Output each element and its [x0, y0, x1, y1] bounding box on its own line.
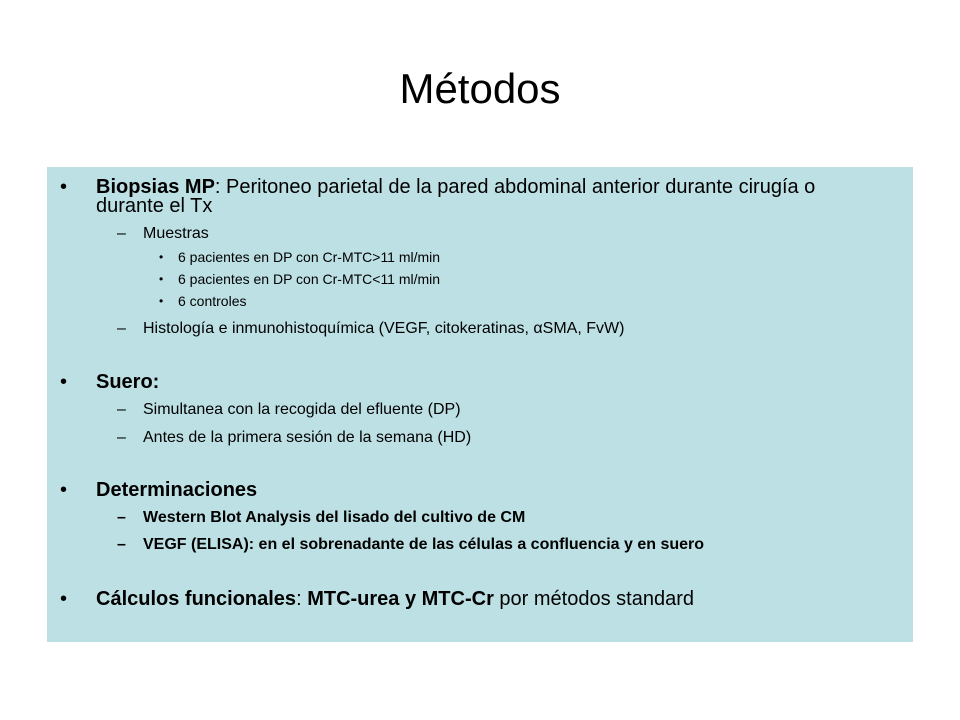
biopsias-description: : Peritoneo parietal de la pared abdominal anterior durante cirugía o durante el Tx — [96, 176, 816, 217]
bullet-marker: • — [159, 250, 164, 264]
sub-bullet-text: Muestras — [143, 225, 209, 242]
content-box — [47, 167, 913, 642]
bullet-marker: • — [60, 588, 68, 610]
dash-marker: – — [117, 509, 126, 526]
calculos-separator: : — [296, 588, 308, 610]
bullet-text — [96, 590, 886, 609]
bullet-marker: • — [60, 479, 68, 501]
bullet-marker: • — [60, 176, 68, 198]
bullet-text: Suero: — [96, 371, 160, 393]
calculos-label: Cálculos funcionales — [96, 588, 297, 610]
bullet-marker: • — [159, 272, 164, 286]
calculos-methods: MTC-urea y MTC-Cr — [307, 588, 494, 610]
sub-bullet-text: Western Blot Analysis del lisado del cultivo de CM — [143, 509, 526, 526]
bullet-text: Determinaciones — [96, 479, 258, 501]
muestra-item-text: 6 pacientes en DP con Cr-MTC>11 ml/min — [178, 249, 441, 265]
sub-bullet-text: Histología e inmunohistoquímica (VEGF, citokeratinas, αSMA, FvW) — [143, 320, 625, 337]
dash-marker: – — [117, 225, 126, 242]
dash-marker: – — [117, 536, 126, 553]
muestra-item-text: 6 controles — [178, 293, 247, 309]
slide-title: Métodos — [399, 65, 561, 112]
muestra-item-text: 6 pacientes en DP con Cr-MTC<11 ml/min — [178, 271, 441, 287]
bullet-marker: • — [159, 294, 164, 308]
dash-marker: – — [117, 429, 126, 446]
sub-bullet-text: VEGF (ELISA): en el sobrenadante de las células a confluencia y en suero — [143, 536, 705, 553]
biopsias-label: Biopsias MP — [96, 176, 215, 198]
sub-bullet-text: Antes de la primera sesión de la semana (HD) — [143, 429, 472, 446]
dash-marker: – — [117, 401, 126, 418]
calculos-description: por métodos standard — [493, 588, 694, 610]
bullet-text — [96, 178, 886, 216]
dash-marker: – — [117, 320, 126, 337]
sub-bullet-text: Simultanea con la recogida del efluente (DP) — [143, 401, 461, 418]
bullet-marker: • — [60, 371, 68, 393]
